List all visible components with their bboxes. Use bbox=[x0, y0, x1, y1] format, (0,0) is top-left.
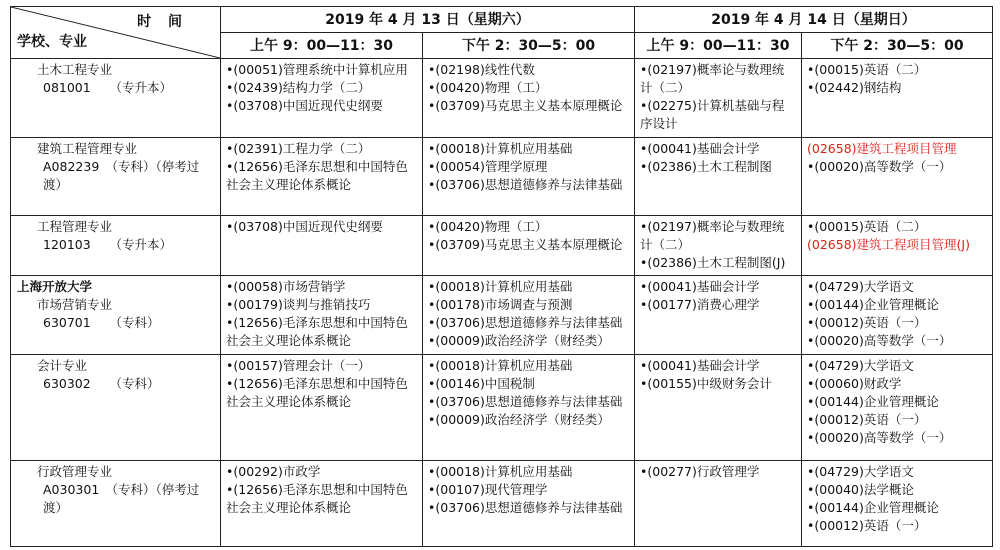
course-item: •(00018)计算机应用基础 bbox=[428, 278, 573, 294]
course-item: •(00177)消费心理学 bbox=[640, 296, 760, 312]
exam-slot-cell bbox=[802, 354, 993, 460]
course-item: •(00020)高等数学（一） bbox=[807, 429, 952, 445]
course-item: •(12656)毛泽东思想和中国特色社会主义理论体系概论 bbox=[226, 314, 408, 348]
major-cell bbox=[11, 137, 221, 215]
exam-slot-cell bbox=[635, 461, 802, 547]
course-item: •(00041)基础会计学 bbox=[640, 357, 760, 373]
major-cell bbox=[11, 215, 221, 275]
course-item: •(04729)大学语文 bbox=[807, 278, 914, 294]
exam-schedule-table bbox=[10, 6, 993, 547]
course-item: •(00058)市场营销学 bbox=[226, 278, 346, 294]
course-item: •(00012)英语（一） bbox=[807, 411, 927, 427]
course-item: •(12656)毛泽东思想和中国特色社会主义理论体系概论 bbox=[226, 158, 408, 192]
schedule-row bbox=[11, 59, 993, 138]
exam-slot-cell bbox=[423, 215, 635, 275]
major-cell bbox=[11, 461, 221, 547]
course-item: •(03706)思想道德修养与法律基础 bbox=[428, 500, 623, 516]
exam-slot-cell bbox=[423, 137, 635, 215]
course-item: •(02439)结构力学（二） bbox=[226, 80, 371, 95]
course-item: •(00155)中级财务会计 bbox=[640, 375, 772, 391]
exam-slot-cell bbox=[423, 461, 635, 547]
course-item: •(02197)概率论与数理统计（二） bbox=[640, 62, 785, 95]
course-item: •(00054)管理学原理 bbox=[428, 158, 548, 174]
course-item: •(00144)企业管理概论 bbox=[807, 296, 939, 312]
major-name: 工程管理专业 bbox=[37, 218, 113, 234]
exam-slot-cell bbox=[221, 59, 423, 138]
exam-slot-cell bbox=[635, 59, 802, 138]
course-item: •(00277)行政管理学 bbox=[640, 464, 760, 480]
course-item: •(00146)中国税制 bbox=[428, 375, 535, 391]
major-code: A030301 （专科）（停考过渡） bbox=[43, 482, 200, 516]
course-item: •(02442)钢结构 bbox=[807, 80, 902, 95]
date-header-sun: 2019 年 4 月 14 日（星期日） bbox=[635, 7, 993, 33]
course-item: •(03709)马克思主义基本原理概论 bbox=[428, 98, 623, 113]
course-item: •(00420)物理（工） bbox=[428, 80, 548, 95]
exam-slot-cell bbox=[221, 137, 423, 215]
course-item: •(00012)英语（一） bbox=[807, 518, 927, 534]
major-code: 081001 （专升本） bbox=[43, 80, 172, 95]
course-item: •(00040)法学概论 bbox=[807, 482, 914, 498]
course-item: •(02197)概率论与数理统计（二） bbox=[640, 218, 785, 252]
major-name: 建筑工程管理专业 bbox=[37, 140, 138, 156]
schedule-row bbox=[11, 215, 993, 275]
time-label: 时 间 bbox=[137, 14, 188, 30]
schedule-row bbox=[11, 354, 993, 460]
major-name: 行政管理专业 bbox=[37, 464, 113, 480]
header-corner bbox=[11, 7, 221, 59]
course-item: •(00015)英语（二） bbox=[807, 218, 927, 234]
course-item: •(00041)基础会计学 bbox=[640, 278, 760, 294]
schedule-row bbox=[11, 275, 993, 354]
schedule-row bbox=[11, 461, 993, 547]
course-item: •(00060)财政学 bbox=[807, 375, 902, 391]
exam-slot-cell bbox=[802, 275, 993, 354]
course-item: •(03708)中国近现代史纲要 bbox=[226, 98, 383, 113]
exam-slot-cell bbox=[423, 59, 635, 138]
major-code: A082239 （专科）（停考过渡） bbox=[43, 158, 200, 192]
major-name: 会计专业 bbox=[37, 357, 88, 373]
slot-header-sat-am: 上午 9：00—11：30 bbox=[221, 33, 423, 59]
major-cell bbox=[11, 59, 221, 138]
course-item: •(00041)基础会计学 bbox=[640, 140, 760, 156]
course-item: •(00009)政治经济学（财经类） bbox=[428, 411, 610, 427]
schedule-row bbox=[11, 137, 993, 215]
major-name: 市场营销专业 bbox=[37, 296, 113, 312]
course-item: •(12656)毛泽东思想和中国特色社会主义理论体系概论 bbox=[226, 375, 408, 409]
exam-slot-cell bbox=[802, 59, 993, 138]
course-item-highlighted: (02658)建筑工程项目管理 bbox=[807, 140, 957, 156]
course-item: •(00020)高等数学（一） bbox=[807, 158, 952, 174]
course-item: •(00178)市场调查与预测 bbox=[428, 296, 573, 312]
course-item: •(02391)工程力学（二） bbox=[226, 140, 371, 156]
major-code: 120103 （专升本） bbox=[43, 236, 172, 252]
course-item: •(00420)物理（工） bbox=[428, 218, 548, 234]
course-item-highlighted: (02658)建筑工程项目管理(J) bbox=[807, 236, 970, 252]
course-item: •(00018)计算机应用基础 bbox=[428, 140, 573, 156]
course-item: •(02275)计算机基础与程序设计 bbox=[640, 98, 785, 131]
slot-header-sat-pm: 下午 2：30—5：00 bbox=[423, 33, 635, 59]
course-item: •(00107)现代管理学 bbox=[428, 482, 548, 498]
major-cell bbox=[11, 354, 221, 460]
course-item: •(03709)马克思主义基本原理概论 bbox=[428, 236, 623, 252]
major-code: 630302 （专科） bbox=[43, 375, 160, 391]
course-item: •(04729)大学语文 bbox=[807, 357, 914, 373]
exam-slot-cell bbox=[221, 354, 423, 460]
exam-slot-cell bbox=[802, 461, 993, 547]
course-item: •(03706)思想道德修养与法律基础 bbox=[428, 176, 623, 192]
major-code: 630701 （专科） bbox=[43, 314, 160, 330]
course-item: •(00018)计算机应用基础 bbox=[428, 357, 573, 373]
course-item: •(12656)毛泽东思想和中国特色社会主义理论体系概论 bbox=[226, 482, 408, 516]
course-item: •(03706)思想道德修养与法律基础 bbox=[428, 393, 623, 409]
course-item: •(00020)高等数学（一） bbox=[807, 332, 952, 348]
course-item: •(02386)土木工程制图(J) bbox=[640, 254, 786, 270]
exam-slot-cell bbox=[423, 354, 635, 460]
exam-slot-cell bbox=[635, 354, 802, 460]
course-item: •(00144)企业管理概论 bbox=[807, 393, 939, 409]
exam-slot-cell bbox=[221, 215, 423, 275]
slot-header-sun-am: 上午 9：00—11：30 bbox=[635, 33, 802, 59]
course-item: •(00009)政治经济学（财经类） bbox=[428, 332, 610, 348]
school-major-label: 学校、专业 bbox=[17, 34, 87, 50]
course-item: •(00012)英语（一） bbox=[807, 314, 927, 330]
course-item: •(02198)线性代数 bbox=[428, 62, 535, 77]
course-item: •(03706)思想道德修养与法律基础 bbox=[428, 314, 623, 330]
exam-slot-cell bbox=[423, 275, 635, 354]
course-item: •(04729)大学语文 bbox=[807, 464, 914, 480]
exam-slot-cell bbox=[635, 215, 802, 275]
course-item: •(02386)土木工程制图 bbox=[640, 158, 772, 174]
date-header-sat: 2019 年 4 月 13 日（星期六） bbox=[221, 7, 635, 33]
course-item: •(00018)计算机应用基础 bbox=[428, 464, 573, 480]
exam-slot-cell bbox=[802, 137, 993, 215]
schedule-body bbox=[11, 59, 993, 547]
course-item: •(03708)中国近现代史纲要 bbox=[226, 218, 383, 234]
exam-slot-cell bbox=[635, 137, 802, 215]
exam-slot-cell bbox=[635, 275, 802, 354]
exam-slot-cell bbox=[221, 275, 423, 354]
major-name: 土木工程专业 bbox=[37, 62, 113, 77]
course-item: •(00157)管理会计（一） bbox=[226, 357, 371, 373]
exam-slot-cell bbox=[221, 461, 423, 547]
course-item: •(00179)谈判与推销技巧 bbox=[226, 296, 371, 312]
university-name: 上海开放大学 bbox=[17, 278, 93, 294]
major-cell bbox=[11, 275, 221, 354]
course-item: •(00015)英语（二） bbox=[807, 62, 927, 77]
course-item: •(00292)市政学 bbox=[226, 464, 321, 480]
slot-header-sun-pm: 下午 2：30—5：00 bbox=[802, 33, 993, 59]
course-item: •(00144)企业管理概论 bbox=[807, 500, 939, 516]
exam-slot-cell bbox=[802, 215, 993, 275]
course-item: •(00051)管理系统中计算机应用 bbox=[226, 62, 408, 77]
